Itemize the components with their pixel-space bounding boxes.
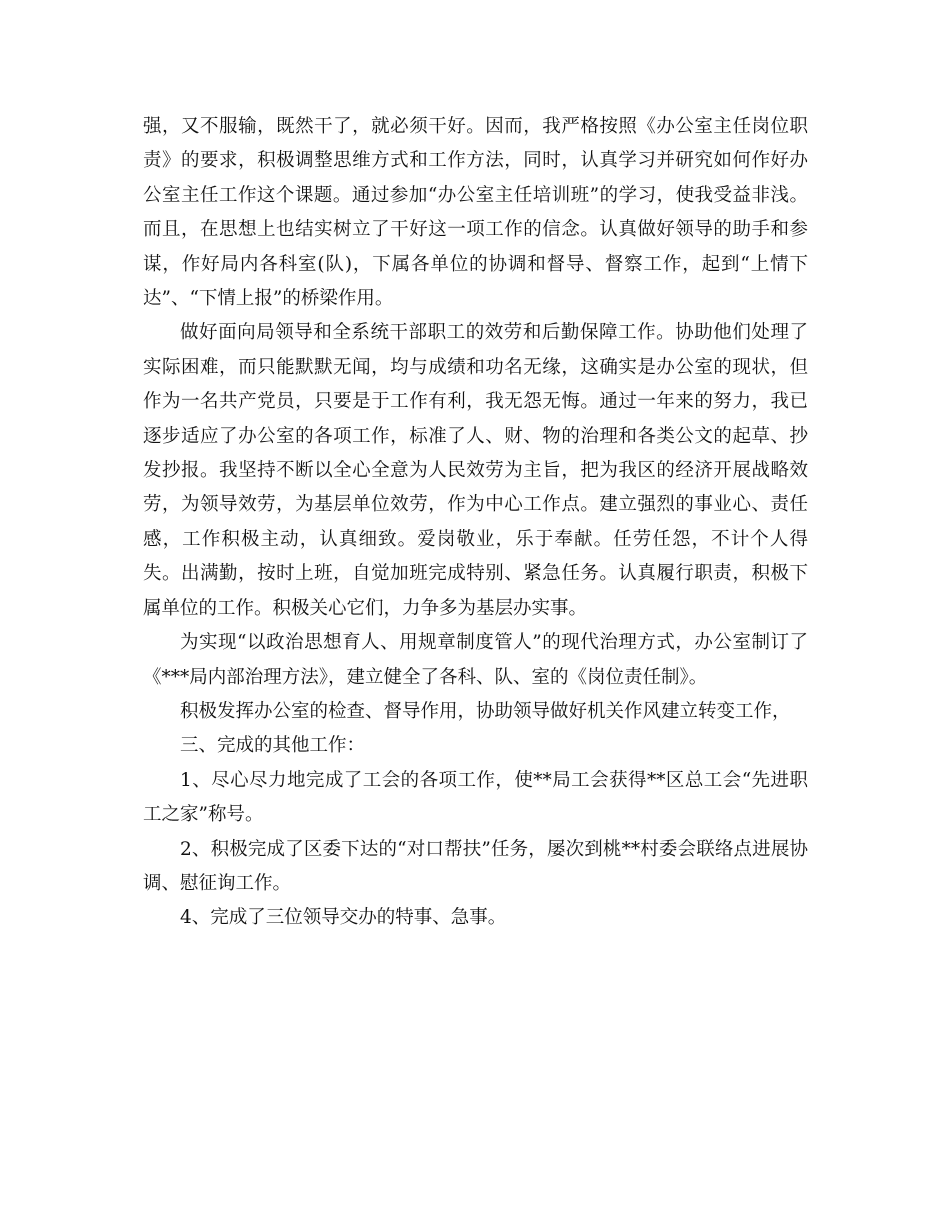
paragraph-4: 积极发挥办公室的检查、督导作用，协助领导做好机关作风建立转变工作， (180, 700, 791, 722)
list-item-1: 1、尽心尽力地完成了工会的各项工作，使**局工会获得**区总工会“先进职工之家”称号。 (143, 769, 808, 826)
list-item-2: 2、积极完成了区委下达的“对口帮扶”任务，屡次到桃**村委会联络点进展协调、慰征询工作。 (143, 838, 808, 894)
section-heading-other-work: 三、完成的其他工作： (180, 735, 366, 757)
paragraph-3: 为实现“以政治思想育人、用规章制度管人”的现代治理方式，办公室制订了《***局内部治理方法》，建立健全了各科、队、室的《岗位责任制》。 (143, 632, 808, 688)
paragraph-2: 做好面向局领导和全系统干部职工的效劳和后勤保障工作。协助他们处理了实际困难，而只能默默无闻，均与成绩和功名无缘，这确实是办公室的现状，但作为一名共产党员，只要是于工作有利，我无怨无悔。通过一年来的努力，我已逐步适应了办公室的各项工作，标准了人、财、物的治理和各类公文的起草、抄发抄报。我坚持不断以全心全意为人民效劳为主旨，把为我区的经济开展战略效劳，为领导效劳，为基层单位效劳，作为中心工作点。建立强烈的事业心、责任感，工作积极主动，认真细致。爱岗敬业，乐于奉献。任劳任怨，不计个人得失。出满勤，按时上班，自觉加班完成特别、紧急任务。认真履行职责，积极下属单位的工作。积极关心它们，力争多为基层办实事。 (143, 322, 808, 619)
paragraph-1: 强，又不服输，既然干了，就必须干好。因而，我严格按照《办公室主任岗位职责》的要求，积极调整思维方式和工作方法，同时，认真学习并研究如何作好办公室主任工作这个课题。通过参加“办公室主任培训班”的学习，使我受益非浅。而且，在思想上也结实树立了干好这一项工作的信念。认真做好领导的助手和参谋，作好局内各科室(队)，下属各单位的协调和督导、督察工作，起到“上情下达”、“下情上报”的桥梁作用。 (143, 116, 808, 310)
list-item-4: 4、完成了三位领导交办的特事、急事。 (180, 907, 507, 929)
document-body (143, 110, 808, 936)
